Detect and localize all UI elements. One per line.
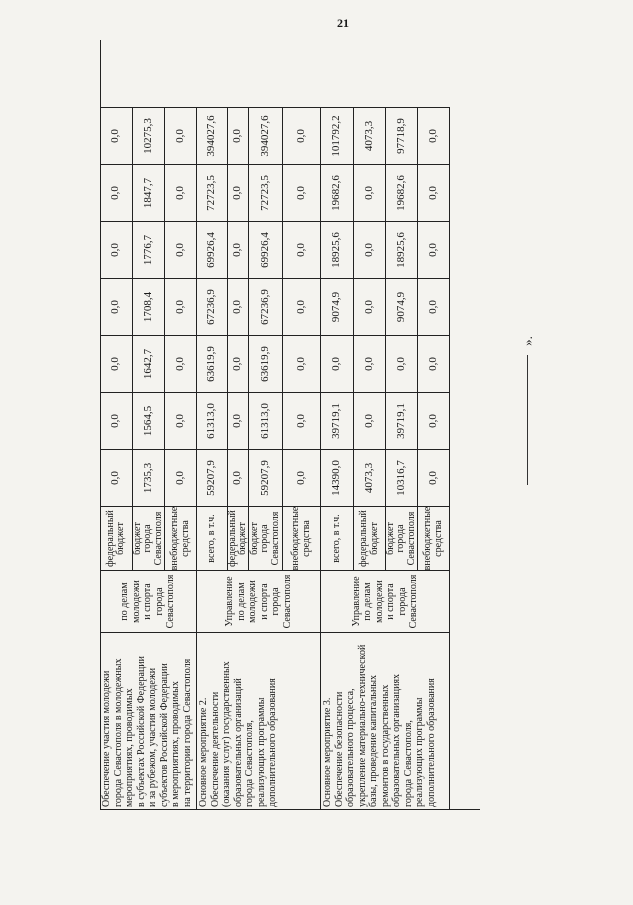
amount-cell: [283, 392, 321, 449]
amount-cell: [228, 164, 249, 221]
amount-cell-text: 0,0: [294, 414, 307, 428]
amount-cell-text: 59207,9: [258, 460, 271, 496]
funding-source-cell: [249, 506, 283, 570]
amount-cell: [249, 278, 283, 335]
amount-cell: [100, 221, 133, 278]
amount-cell: [197, 164, 228, 221]
amount-cell: [418, 392, 450, 449]
amount-cell: [283, 107, 321, 164]
amount-cell: [418, 107, 450, 164]
amount-cell-text: 0,0: [362, 186, 375, 200]
amount-cell-text: 0,0: [426, 186, 439, 200]
amount-cell: [386, 164, 418, 221]
amount-cell: [100, 449, 133, 506]
amount-cell: [165, 107, 197, 164]
amount-cell-text: 394027,6: [258, 115, 271, 157]
amount-cell: [197, 278, 228, 335]
amount-cell-text: 0,0: [294, 186, 307, 200]
amount-cell: [354, 107, 386, 164]
amount-cell: [100, 392, 133, 449]
funding-source-cell-text: бюджет города Севастополя: [131, 511, 164, 566]
amount-cell-text: 67236,9: [258, 289, 271, 325]
activity-cell: [321, 632, 450, 810]
amount-cell: [228, 278, 249, 335]
amount-cell: [386, 449, 418, 506]
amount-cell: [283, 335, 321, 392]
amount-cell-text: 0,0: [394, 357, 407, 371]
amount-cell: [165, 449, 197, 506]
funding-source-cell-text: федеральный бюджет: [226, 510, 248, 567]
amount-cell: [133, 392, 165, 449]
amount-cell-text: 1735,3: [141, 462, 154, 494]
amount-cell-text: 69926,4: [258, 232, 271, 268]
amount-cell: [418, 449, 450, 506]
amount-cell-text: 0,0: [109, 414, 122, 428]
amount-cell-text: 0,0: [294, 300, 307, 314]
funding-source-cell: [283, 506, 321, 570]
funding-source-cell-text: внебюджетные средства: [290, 506, 312, 571]
amount-cell-text: 63619,9: [258, 346, 271, 382]
amount-cell: [386, 335, 418, 392]
amount-cell-text: 1776,7: [141, 234, 154, 266]
amount-cell: [197, 221, 228, 278]
executor-cell: [321, 570, 450, 632]
amount-cell: [197, 449, 228, 506]
amount-cell-text: 0,0: [231, 300, 244, 314]
funding-source-cell-text: федеральный бюджет: [358, 510, 380, 567]
closing-rule-line: [527, 355, 528, 485]
amount-cell: [354, 392, 386, 449]
amount-cell: [228, 392, 249, 449]
amount-cell: [386, 392, 418, 449]
amount-cell-text: 63619,9: [205, 346, 218, 382]
amount-cell: [354, 221, 386, 278]
amount-cell: [321, 221, 354, 278]
amount-cell: [418, 335, 450, 392]
amount-cell-text: 72723,5: [205, 175, 218, 211]
amount-cell: [418, 164, 450, 221]
amount-cell: [165, 278, 197, 335]
amount-cell-text: 0,0: [426, 300, 439, 314]
funding-source-cell: [418, 506, 450, 570]
amount-cell-text: 0,0: [109, 243, 122, 257]
amount-cell: [228, 221, 249, 278]
amount-cell: [228, 107, 249, 164]
amount-cell: [321, 278, 354, 335]
executor-cell-text: Управление по делам молодежи и спорта города Севастополя: [224, 574, 293, 629]
amount-cell-text: 10275,3: [141, 118, 154, 154]
amount-cell-text: 18925,6: [330, 232, 343, 268]
amount-cell-text: 0,0: [231, 414, 244, 428]
executor-cell-text: Управление по делам молодежи и спорта города Севастополя: [350, 574, 419, 629]
amount-cell-text: 18925,6: [394, 232, 407, 268]
amount-cell-text: 0,0: [294, 471, 307, 485]
funding-source-cell-text: внебюджетные средства: [169, 506, 191, 571]
amount-cell-text: 0,0: [362, 300, 375, 314]
amount-cell: [418, 221, 450, 278]
page-number: 21: [337, 16, 349, 30]
amount-cell: [165, 335, 197, 392]
funding-source-cell-text: всего, в т.ч.: [205, 514, 217, 563]
funding-source-cell-text: внебюджетные средства: [422, 506, 444, 571]
amount-cell: [386, 221, 418, 278]
amount-cell: [249, 221, 283, 278]
amount-cell-text: 1642,7: [141, 348, 154, 380]
amount-cell: [133, 449, 165, 506]
funding-source-cell: [228, 506, 249, 570]
executor-cell-text: по делам молодежи и спорта города Севастополя: [119, 574, 177, 629]
amount-cell-text: 0,0: [426, 471, 439, 485]
amount-cell: [283, 221, 321, 278]
amount-cell-text: 1847,7: [141, 177, 154, 209]
amount-cell: [133, 278, 165, 335]
amount-cell: [354, 164, 386, 221]
funding-source-cell: [165, 506, 197, 570]
activity-cell-text: Основное мероприятие 3. Обеспечение безопасности образовательного процесса, укрепление материально-технической базы, проведение капитальных ремонтов в государственных образовательных организациях города Севастополя, реализующих программы дополнительного образования: [322, 644, 437, 807]
amount-cell: [283, 278, 321, 335]
amount-cell: [283, 449, 321, 506]
amount-cell-text: 4073,3: [362, 120, 375, 152]
amount-cell: [133, 221, 165, 278]
amount-cell-text: 0,0: [173, 186, 186, 200]
amount-cell-text: 0,0: [231, 471, 244, 485]
amount-cell: [100, 335, 133, 392]
amount-cell-text: 61313,0: [205, 403, 218, 439]
amount-cell-text: 0,0: [173, 129, 186, 143]
amount-cell: [133, 335, 165, 392]
amount-cell-text: 0,0: [231, 243, 244, 257]
amount-cell-text: 0,0: [426, 357, 439, 371]
amount-cell-text: 0,0: [294, 243, 307, 257]
amount-cell: [165, 221, 197, 278]
amount-cell-text: 0,0: [173, 357, 186, 371]
amount-cell: [165, 392, 197, 449]
executor-cell: [197, 570, 321, 632]
amount-cell-text: 0,0: [109, 300, 122, 314]
amount-cell: [100, 107, 133, 164]
amount-cell: [133, 107, 165, 164]
amount-cell: [228, 449, 249, 506]
amount-cell-text: 394027,6: [205, 115, 218, 157]
amount-cell-text: 0,0: [173, 300, 186, 314]
executor-cell: [100, 570, 197, 632]
amount-cell-text: 1708,4: [141, 291, 154, 323]
activity-cell-text: Обеспечение участия молодежи города Севастополя в молодежных мероприятиях, проводимых в субъектах Российской Федерации и за рубежом, участия молодежи субъектов Российской Федерации в мероприятиях, проводимых на территории города Севастополя: [101, 655, 193, 807]
amount-cell-text: 0,0: [426, 129, 439, 143]
funding-source-cell-text: бюджет города Севастополя: [248, 511, 281, 566]
amount-cell-text: 61313,0: [258, 403, 271, 439]
amount-cell-text: 0,0: [173, 243, 186, 257]
amount-cell: [100, 278, 133, 335]
amount-cell-text: 0,0: [231, 129, 244, 143]
amount-cell: [321, 449, 354, 506]
funding-source-cell: [197, 506, 228, 570]
amount-cell: [283, 164, 321, 221]
activity-cell: [100, 632, 197, 810]
amount-cell-text: 101792,2: [330, 115, 343, 157]
amount-cell-text: 0,0: [362, 243, 375, 257]
budget-table-area: [100, 40, 480, 810]
amount-cell-text: 0,0: [231, 357, 244, 371]
amount-cell-text: 14390,0: [330, 460, 343, 496]
funding-source-cell: [321, 506, 354, 570]
amount-cell: [354, 449, 386, 506]
amount-cell-text: 0,0: [231, 186, 244, 200]
amount-cell-text: 39719,1: [330, 403, 343, 439]
amount-cell-text: 0,0: [294, 357, 307, 371]
budget-table: [100, 40, 480, 810]
amount-cell-text: 0,0: [330, 357, 343, 371]
funding-source-cell: [386, 506, 418, 570]
amount-cell: [418, 278, 450, 335]
funding-source-cell: [133, 506, 165, 570]
amount-cell-text: 0,0: [362, 357, 375, 371]
amount-cell-text: 39719,1: [394, 403, 407, 439]
amount-cell: [165, 164, 197, 221]
amount-cell: [100, 164, 133, 221]
amount-cell-text: 0,0: [426, 414, 439, 428]
amount-cell: [249, 335, 283, 392]
funding-source-cell: [100, 506, 133, 570]
amount-cell: [321, 164, 354, 221]
amount-cell: [249, 164, 283, 221]
amount-cell: [321, 107, 354, 164]
amount-cell: [249, 392, 283, 449]
amount-cell-text: 72723,5: [258, 175, 271, 211]
amount-cell-text: 19682,6: [330, 175, 343, 211]
amount-cell-text: 9074,9: [394, 291, 407, 323]
amount-cell-text: 0,0: [109, 357, 122, 371]
funding-source-cell: [354, 506, 386, 570]
amount-cell: [321, 392, 354, 449]
amount-cell-text: 0,0: [109, 129, 122, 143]
amount-cell-text: 1564,5: [141, 405, 154, 437]
amount-cell-text: 10316,7: [394, 460, 407, 496]
activity-cell-text: Основное мероприятие 2. Обеспечение деятельности (оказания услуг) государственных образовательных организаций города Севастополя, реализующих программы дополнительного образования: [198, 661, 278, 807]
amount-cell-text: 0,0: [294, 129, 307, 143]
amount-cell: [197, 107, 228, 164]
amount-cell-text: 4073,3: [362, 462, 375, 494]
amount-cell-text: 0,0: [426, 243, 439, 257]
amount-cell-text: 59207,9: [205, 460, 218, 496]
closing-quote-mark: ».: [520, 336, 535, 346]
funding-source-cell-text: федеральный бюджет: [104, 510, 126, 567]
funding-source-cell-text: бюджет города Севастополя: [384, 511, 417, 566]
amount-cell: [321, 335, 354, 392]
amount-cell: [228, 335, 249, 392]
amount-cell-text: 0,0: [173, 471, 186, 485]
amount-cell: [249, 449, 283, 506]
amount-cell: [386, 107, 418, 164]
amount-cell: [197, 392, 228, 449]
amount-cell-text: 0,0: [109, 186, 122, 200]
amount-cell-text: 9074,9: [330, 291, 343, 323]
amount-cell-text: 0,0: [109, 471, 122, 485]
amount-cell-text: 69926,4: [205, 232, 218, 268]
amount-cell: [133, 164, 165, 221]
amount-cell-text: 97718,9: [394, 118, 407, 154]
amount-cell-text: 0,0: [173, 414, 186, 428]
funding-source-cell-text: всего, в т.ч.: [330, 514, 342, 563]
amount-cell: [386, 278, 418, 335]
amount-cell: [249, 107, 283, 164]
activity-cell: [197, 632, 321, 810]
amount-cell-text: 19682,6: [394, 175, 407, 211]
amount-cell-text: 67236,9: [205, 289, 218, 325]
amount-cell: [354, 335, 386, 392]
amount-cell-text: 0,0: [362, 414, 375, 428]
amount-cell: [354, 278, 386, 335]
amount-cell: [197, 335, 228, 392]
